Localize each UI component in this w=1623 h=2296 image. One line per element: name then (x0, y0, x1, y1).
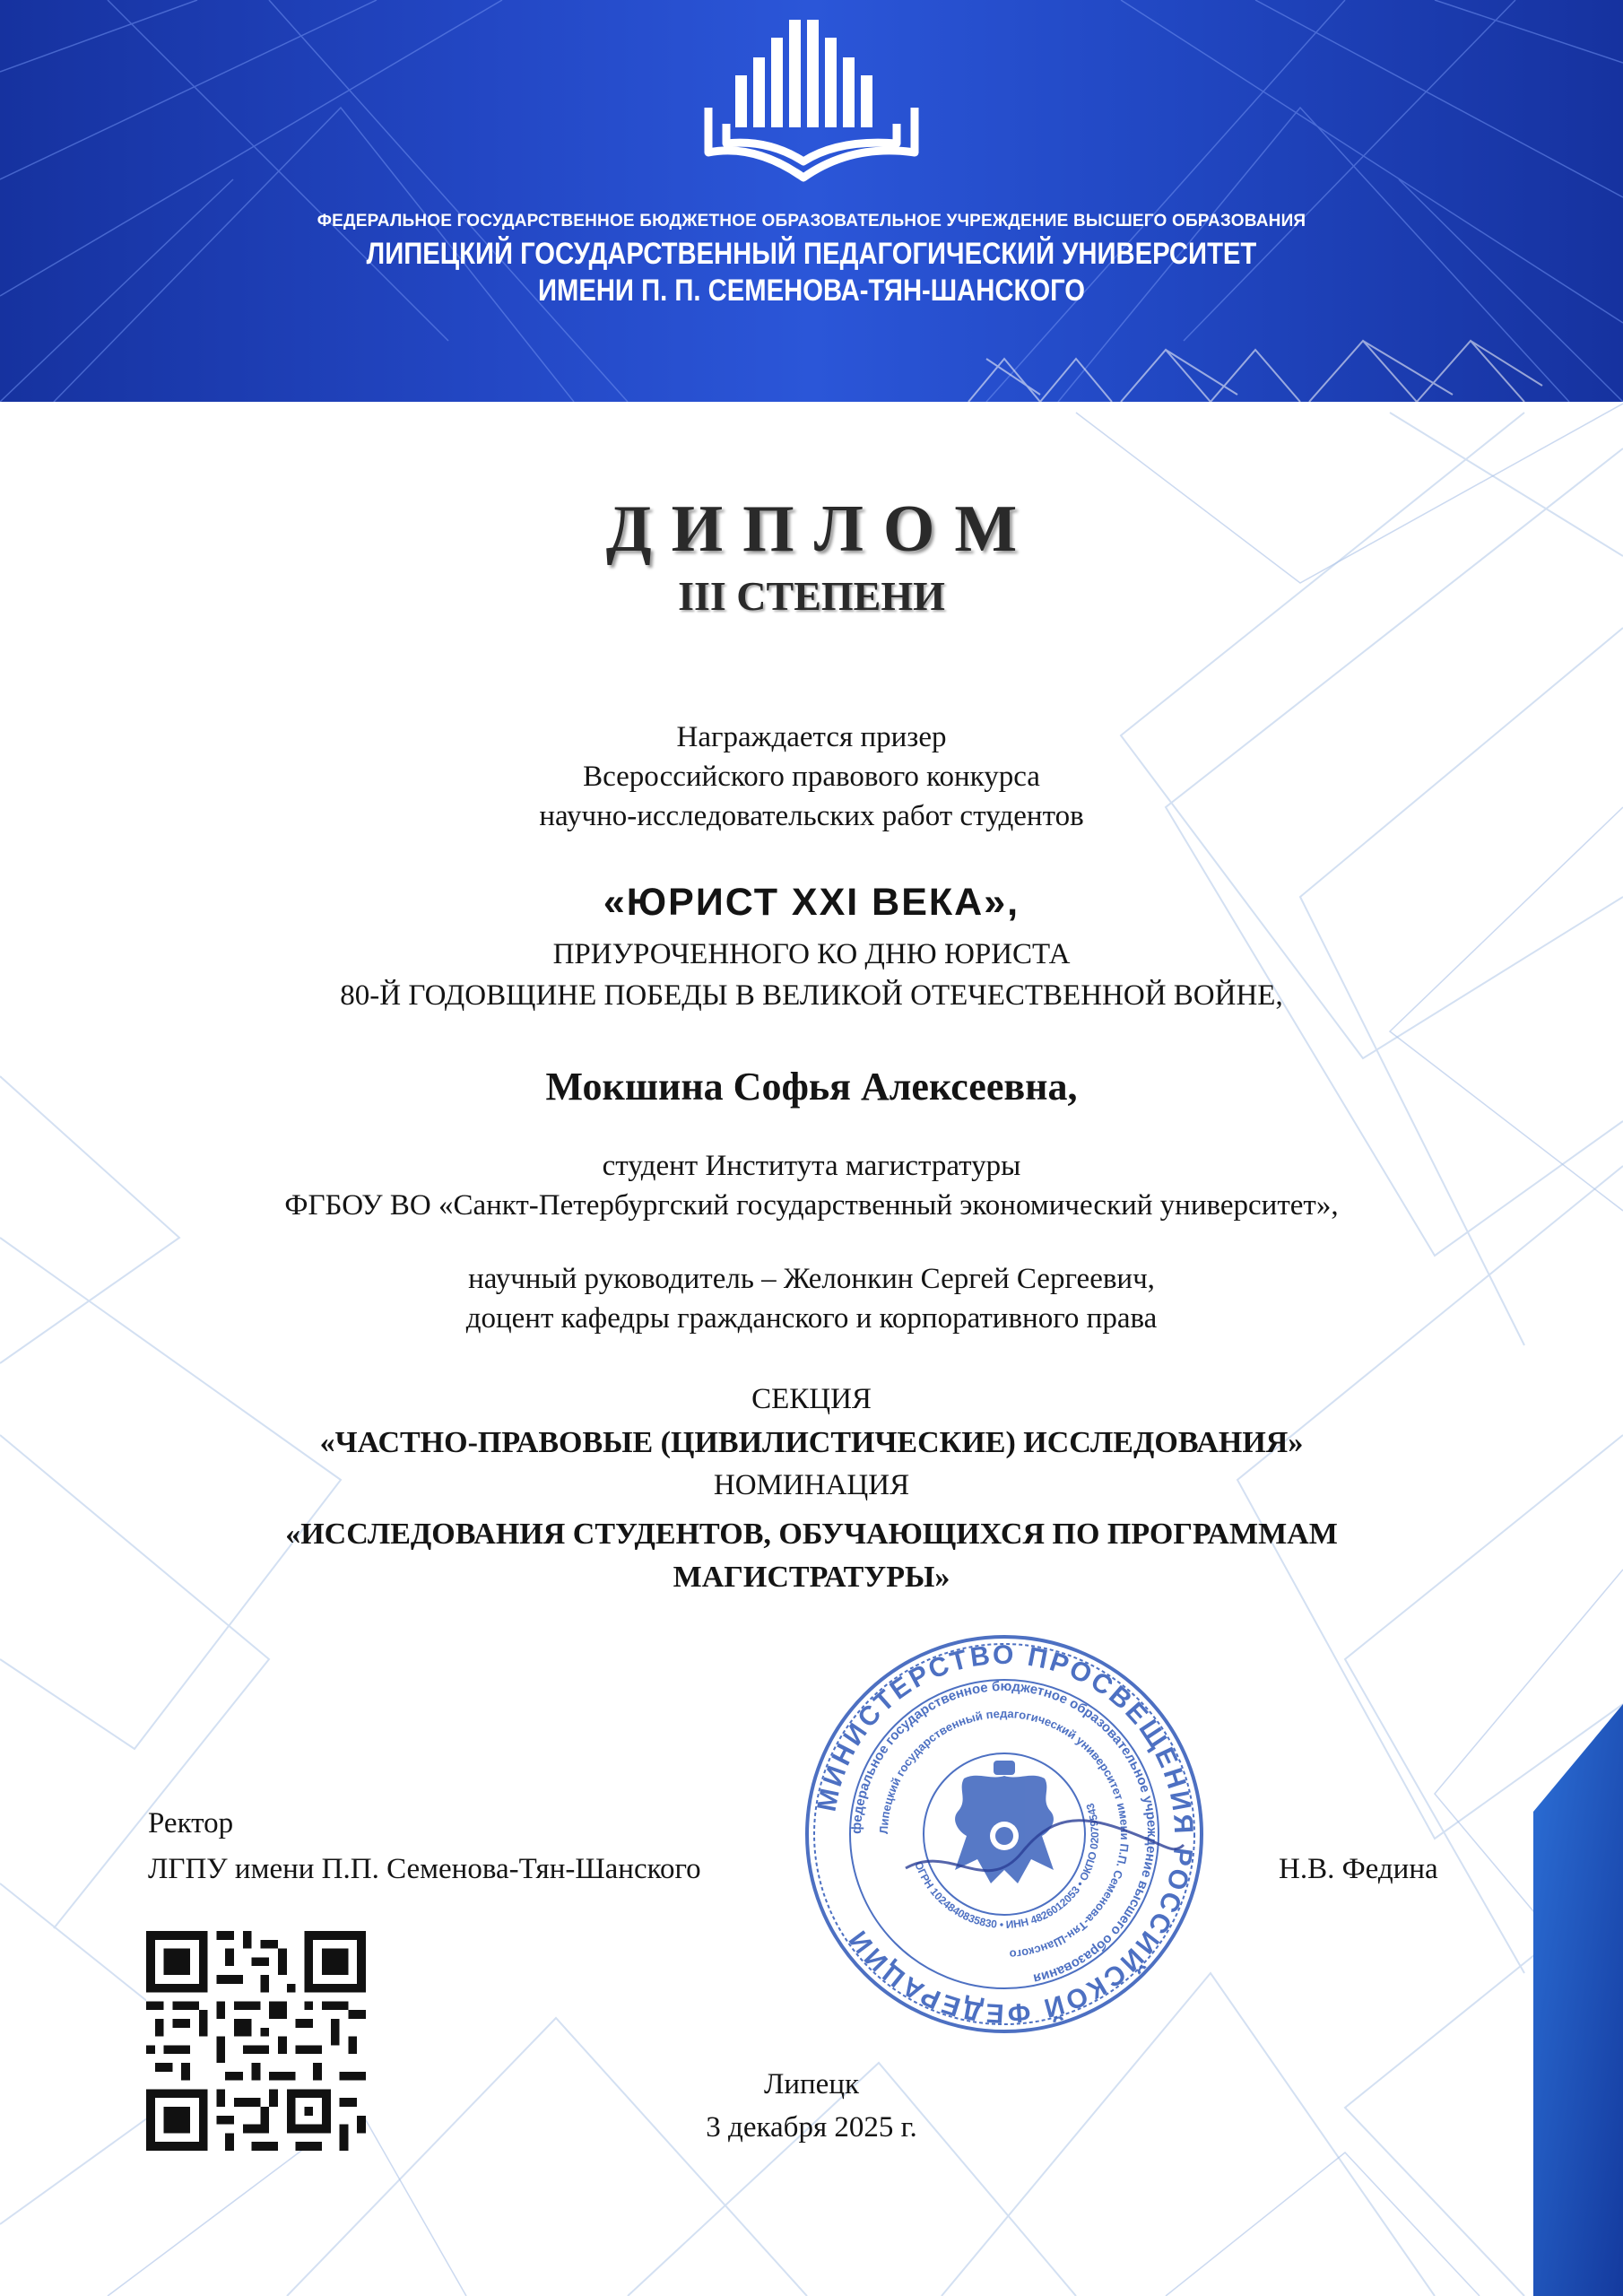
university-name-honorific: ИМЕНИ П. П. СЕМЕНОВА-ТЯН-ШАНСКОГО (537, 274, 1086, 308)
section-label: СЕКЦИЯ (751, 1383, 872, 1415)
stamp-outer-text: МИНИСТЕРСТВО ПРОСВЕЩЕНИЯ РОССИЙСКОЙ ФЕДЕРАЦИИ (812, 1639, 1199, 2029)
university-subtitle: ФЕДЕРАЛЬНОЕ ГОСУДАРСТВЕННОЕ БЮДЖЕТНОЕ ОБРАЗОВАТЕЛЬНОЕ УЧРЕЖДЕНИЕ ВЫСШЕГО ОБРАЗОВАНИЯ (317, 212, 1306, 230)
stamp-inner-text: федеральное государственное бюджетное образовательное учреждение высшего образования (848, 1678, 1160, 1987)
contest-line-2: 80-Й ГОДОВЩИНЕ ПОБЕДЫ В ВЕЛИКОЙ ОТЕЧЕСТВЕННОЙ ВОЙНЕ, (340, 979, 1283, 1012)
stamp-codes-text: ОГРН 1024840835830 • ИНН 4826012053 • ОКПО 02079543 (912, 1801, 1102, 1932)
contest-line-1: ПРИУРОЧЕННОГО КО ДНЮ ЮРИСТА (552, 938, 1071, 970)
stamp-center-text: Липецкий государственный педагогический университет имени П.П. Семенова-Тян-Шанского (876, 1706, 1133, 1961)
recipient-university: ФГБОУ ВО «Санкт-Петербургский государственный экономический университет», (284, 1189, 1339, 1222)
footer-city: Липецк (763, 2068, 860, 2100)
signer-organization: ЛГПУ имени П.П. Семенова-Тян-Шанского (148, 1853, 701, 1885)
signer-role: Ректор (148, 1807, 234, 1839)
nomination-name-line-1: «ИССЛЕДОВАНИЯ СТУДЕНТОВ, ОБУЧАЮЩИХСЯ ПО ПРОГРАММАМ (285, 1518, 1338, 1551)
double-headed-eagle-icon (955, 1761, 1054, 1883)
recipient-status: студент Института магистратуры (602, 1150, 1021, 1182)
university-name: ЛИПЕЦКИЙ ГОСУДАРСТВЕННЫЙ ПЕДАГОГИЧЕСКИЙ УНИВЕРСИТЕТ (366, 237, 1257, 271)
contest-name: «ЮРИСТ XXI ВЕКА», (603, 881, 1020, 924)
diploma-title: ДИПЛОМ (605, 492, 1037, 566)
footer-date: 3 декабря 2025 г. (706, 2111, 917, 2144)
university-logo-icon (692, 18, 931, 202)
supervisor-line-1: научный руководитель – Желонкин Сергей Сергеевич, (468, 1263, 1155, 1295)
award-line-3: научно-исследовательских работ студентов (539, 800, 1084, 832)
supervisor-line-2: доцент кафедры гражданского и корпоративного права (465, 1302, 1158, 1335)
header-banner (0, 0, 1623, 402)
corner-accent-shape (1515, 1704, 1623, 2296)
diploma-degree: III СТЕПЕНИ (678, 573, 945, 619)
signer-name: Н.В. Федина (1279, 1853, 1438, 1885)
official-seal-stamp (798, 1628, 1211, 2040)
award-line-1: Награждается призер (676, 721, 947, 753)
nomination-name-line-2: МАГИСТРАТУРЫ» (673, 1561, 950, 1594)
nomination-label: НОМИНАЦИЯ (713, 1469, 910, 1501)
award-line-2: Всероссийского правового конкурса (583, 761, 1040, 793)
recipient-name: Мокшина Софья Алексеевна, (545, 1065, 1078, 1109)
section-name: «ЧАСТНО-ПРАВОВЫЕ (ЦИВИЛИСТИЧЕСКИЕ) ИССЛЕДОВАНИЯ» (319, 1426, 1304, 1459)
